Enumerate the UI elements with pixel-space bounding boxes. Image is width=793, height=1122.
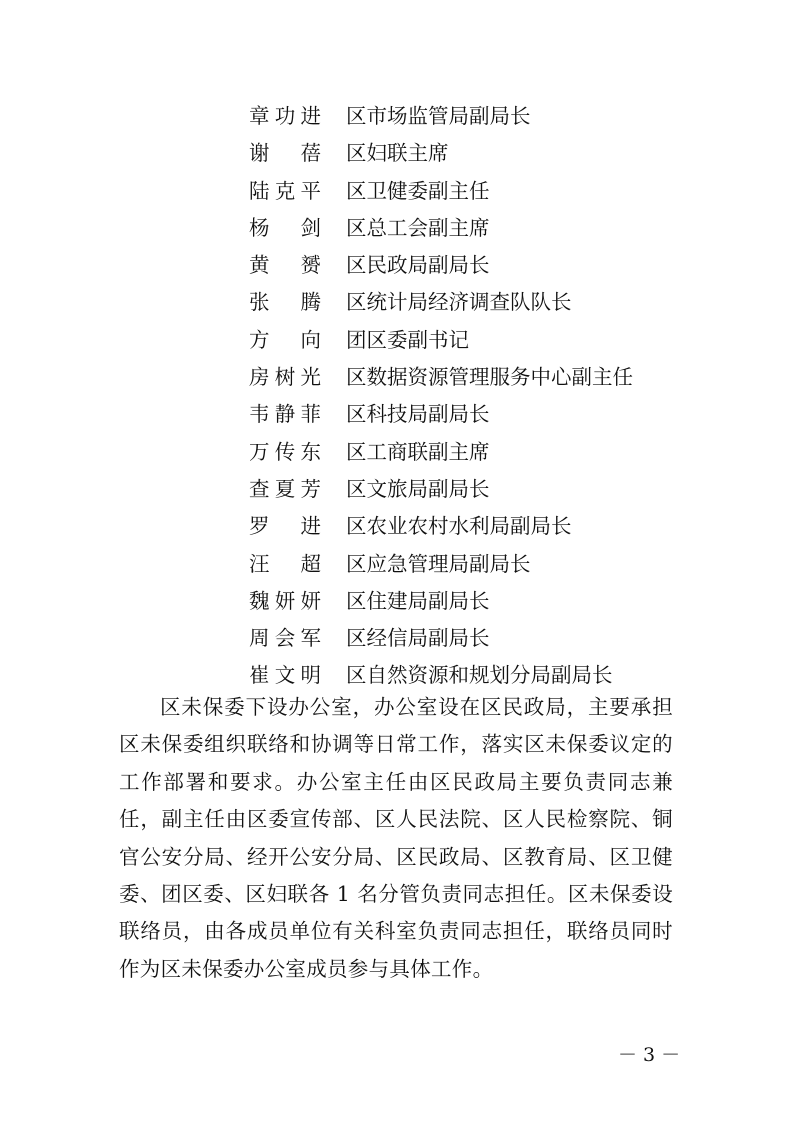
member-title: 区统计局经济调查队队长 bbox=[346, 290, 572, 315]
member-name: 黄 赟 bbox=[249, 253, 321, 278]
member-name: 查夏芳 bbox=[249, 476, 321, 501]
member-title: 区经信局副局长 bbox=[346, 626, 490, 651]
member-title: 区总工会副主席 bbox=[346, 215, 490, 240]
member-row bbox=[0, 135, 793, 172]
member-row bbox=[0, 284, 793, 321]
member-list bbox=[0, 98, 793, 695]
member-name: 张 腾 bbox=[249, 290, 321, 315]
member-name: 罗 进 bbox=[249, 514, 321, 539]
member-name: 方 向 bbox=[249, 327, 321, 352]
member-name: 杨 剑 bbox=[249, 215, 321, 240]
member-title: 区应急管理局副局长 bbox=[346, 551, 531, 576]
member-title: 区数据资源管理服务中心副主任 bbox=[346, 365, 633, 390]
member-name: 魏妍妍 bbox=[249, 588, 321, 613]
member-title: 区工商联副主席 bbox=[346, 439, 490, 464]
member-title: 区文旅局副局长 bbox=[346, 476, 490, 501]
member-title: 区卫健委副主任 bbox=[346, 178, 490, 203]
member-title: 区科技局副局长 bbox=[346, 402, 490, 427]
member-row bbox=[0, 471, 793, 508]
member-name: 陆克平 bbox=[249, 178, 321, 203]
member-row bbox=[0, 247, 793, 284]
member-title: 团区委副书记 bbox=[346, 327, 469, 352]
page-number: － 3 － bbox=[618, 1044, 681, 1066]
member-row bbox=[0, 322, 793, 359]
member-row bbox=[0, 583, 793, 620]
member-name: 汪 超 bbox=[249, 551, 321, 576]
member-row bbox=[0, 359, 793, 396]
member-name: 谢 蓓 bbox=[249, 141, 321, 166]
member-title: 区妇联主席 bbox=[346, 141, 449, 166]
member-row bbox=[0, 98, 793, 135]
member-row bbox=[0, 396, 793, 433]
member-row bbox=[0, 173, 793, 210]
member-name: 崔文明 bbox=[249, 663, 321, 688]
member-title: 区自然资源和规划分局副局长 bbox=[346, 663, 613, 688]
member-title: 区民政局副局长 bbox=[346, 253, 490, 278]
member-name: 章功进 bbox=[249, 104, 321, 128]
member-row bbox=[0, 508, 793, 545]
member-title: 区农业农村水利局副局长 bbox=[346, 514, 572, 539]
member-row bbox=[0, 546, 793, 583]
member-title: 区住建局副局长 bbox=[346, 588, 490, 613]
office-description-paragraph: 区未保委下设办公室，办公室设在区民政局，主要承担区未保委组织联络和协调等日常工作，落实区未保委议定的工作部署和要求。办公室主任由区民政局主要负责同志兼任，副主任由区委宣传部、区人民法院、区人民检察院、铜官公安分局、经开公安分局、区民政局、区教育局、区卫健委、团区委、区妇联各 1 名分管负责同志担任。区未保委设联络员，由各成员单位有关科室负责同志担任，联络员同时作为区未保委办公室成员参与具体工作。 bbox=[119, 695, 673, 981]
member-row bbox=[0, 210, 793, 247]
member-name: 韦静菲 bbox=[249, 402, 321, 427]
member-row bbox=[0, 620, 793, 657]
member-name: 房树光 bbox=[249, 365, 321, 390]
member-name: 周会军 bbox=[249, 626, 321, 651]
member-row bbox=[0, 434, 793, 471]
member-name: 万传东 bbox=[249, 439, 321, 464]
member-title: 区市场监管局副局长 bbox=[346, 104, 531, 128]
